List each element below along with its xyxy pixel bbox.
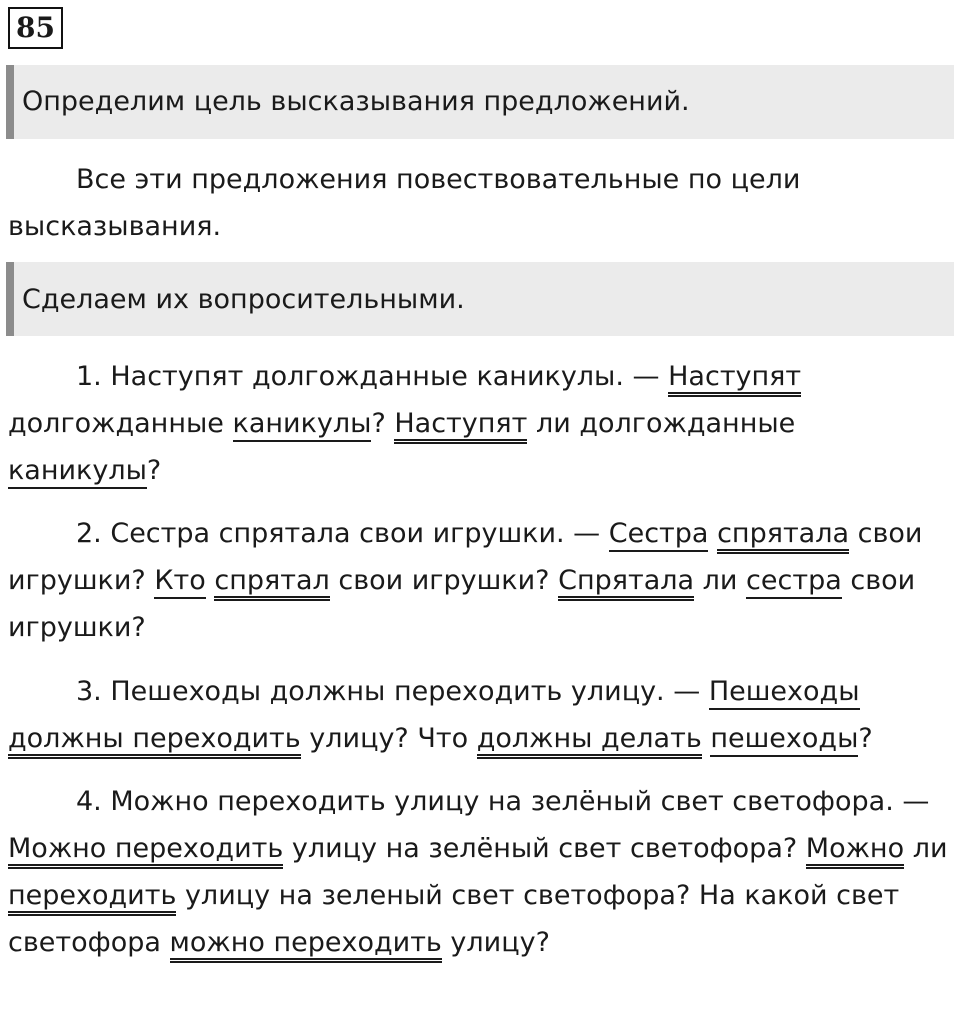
predicate-word: должны переходить xyxy=(8,723,301,759)
subject-word: каникулы xyxy=(233,408,372,442)
subject-word: Сестра xyxy=(609,518,709,552)
sentence-item-4 xyxy=(8,778,952,966)
sentence-text: свои игрушки? xyxy=(329,565,559,596)
sentence-item-3 xyxy=(8,668,952,762)
task-number: 85 xyxy=(8,7,63,49)
predicate-word: должны делать xyxy=(477,723,702,759)
sentence-text: свои игрушки? xyxy=(8,565,916,643)
predicate-word: Наступят xyxy=(668,361,801,397)
sentence-text xyxy=(708,518,717,549)
predicate-word: Спрятала xyxy=(558,565,694,601)
sentence-item-2 xyxy=(8,510,952,651)
sentence-item-1 xyxy=(8,353,952,494)
sentence-text: улицу на зеленый свет светофора? На какой свет светофора xyxy=(8,880,900,958)
sentence-text: ли долгожданные xyxy=(527,408,796,439)
sentence-text: ? xyxy=(146,455,162,486)
section-header-questions: Сделаем их вопросительными. xyxy=(6,262,954,336)
predicate-word: Можно xyxy=(806,833,904,869)
sentence-text: 3. Пешеходы должны переходить улицу. — xyxy=(76,676,709,707)
subject-word: сестра xyxy=(746,565,842,599)
sentence-text: 1. Наступят долгожданные каникулы. — xyxy=(76,361,669,392)
predicate-word: переходить xyxy=(8,880,176,916)
sentence-text: улицу? xyxy=(441,927,550,958)
sentence-text: улицу? Что xyxy=(300,723,477,754)
subject-word: каникулы xyxy=(8,455,147,489)
sentence-text: ? xyxy=(858,723,873,754)
predicate-word: спрятал xyxy=(214,565,329,601)
sentence-text: ? xyxy=(371,408,395,439)
sentence-text: ли xyxy=(694,565,747,596)
sentence-text: ли xyxy=(904,833,948,864)
sentence-text: улицу на зелёный свет светофора? xyxy=(283,833,806,864)
section-header-goal: Определим цель высказывания предложений. xyxy=(6,65,954,139)
predicate-word: можно переходить xyxy=(170,927,442,963)
predicate-word: спрятала xyxy=(717,518,849,554)
sentence-text: свои игрушки? xyxy=(8,518,923,596)
subject-word: пешеходы xyxy=(710,723,858,757)
predicate-word: Наступят xyxy=(394,408,527,444)
sentence-text: 2. Сестра спрятала свои игрушки. — xyxy=(76,518,609,549)
predicate-word: Можно переходить xyxy=(8,833,283,869)
sentence-text: 4. Можно переходить улицу на зелёный свет светофора. — xyxy=(76,786,930,817)
sentence-text: долгожданные xyxy=(8,408,233,439)
intro-paragraph: Все эти предложения повествовательные по цели высказывания. xyxy=(8,164,801,242)
subject-word: Кто xyxy=(154,565,205,599)
subject-word: Пешеходы xyxy=(709,676,860,710)
